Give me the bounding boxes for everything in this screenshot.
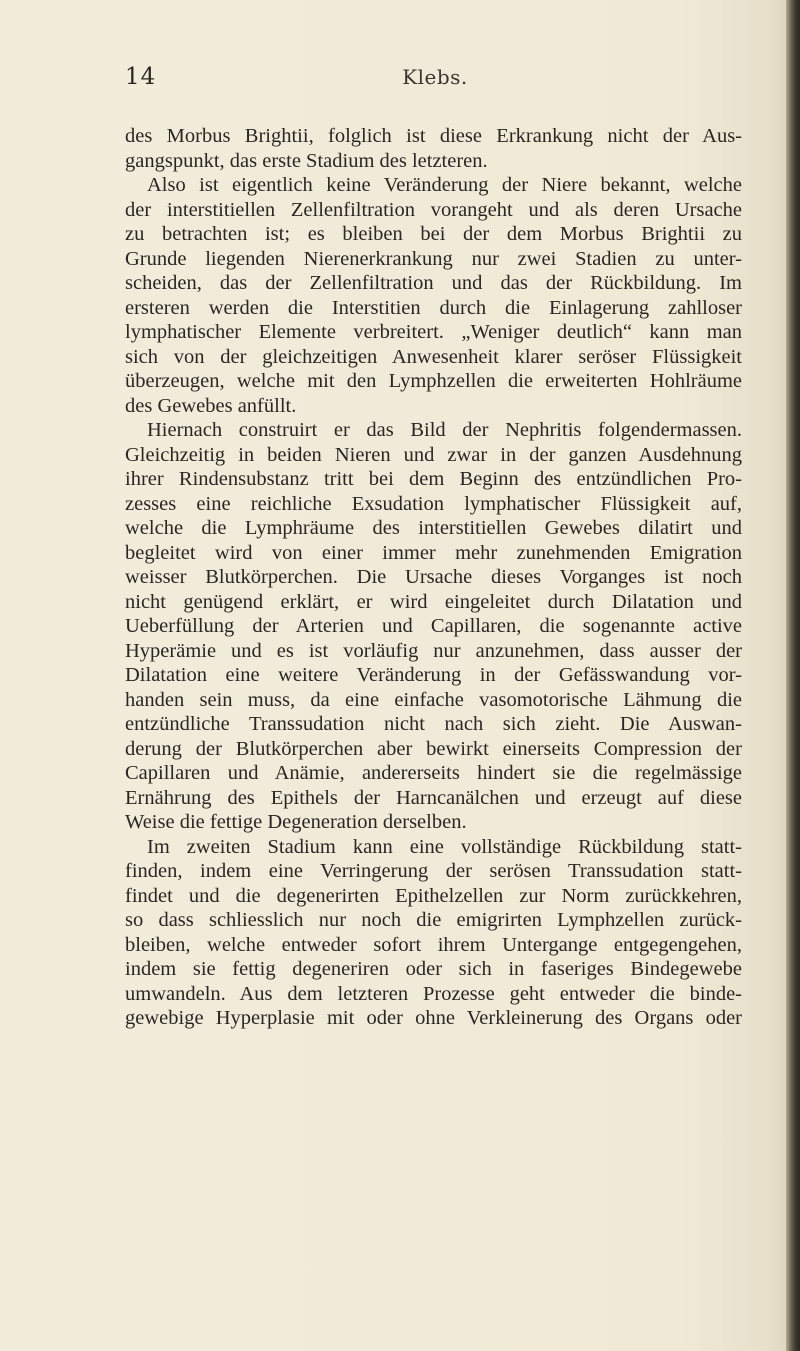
text-line: so dass schliesslich nur noch die emigrirten Lymphzellen zurück- [125, 909, 742, 931]
page-number: 14 [125, 64, 157, 90]
text-line: entzündliche Transsudation nicht nach sich zieht. Die Auswan- [125, 713, 742, 735]
text-line: überzeugen, welche mit den Lymphzellen die erweiterten Hohlräume [125, 370, 742, 392]
text-line: findet und die degenerirten Epithelzellen zur Norm zurückkehren, [125, 884, 742, 907]
text-line: nicht genügend erklärt, er wird eingeleitet durch Dilatation und [125, 590, 742, 613]
text-line: gangspunkt, das erste Stadium des letzteren. [125, 149, 488, 172]
text-line: bleiben, welche entweder sofort ihrem Untergange entgegengehen, [125, 933, 742, 956]
text-line: des Gewebes anfüllt. [125, 394, 297, 417]
page-edge-shadow [786, 0, 800, 1351]
text-line: Dilatation eine weitere Veränderung in der Gefässwandung vor- [125, 664, 742, 686]
text-line: gewebige Hyperplasie mit oder ohne Verkleinerung des Organs oder [125, 1007, 742, 1029]
text-line: Hiernach construirt er das Bild der Nephritis folgendermassen. [147, 419, 742, 441]
text-line: indem sie fettig degeneriren oder sich in faseriges Bindegewebe [125, 958, 742, 980]
text-line: Capillaren und Anämie, andererseits hindert sie die regelmässige [125, 762, 742, 784]
text-line: Hyperämie und es ist vorläufig nur anzunehmen, dass ausser der [125, 639, 742, 662]
text-line: Ueberfüllung der Arterien und Capillaren, die sogenannte active [125, 615, 742, 637]
text-line: sich von der gleichzeitigen Anwesenheit klarer seröser Flüssigkeit [125, 345, 742, 368]
text-line: umwandeln. Aus dem letzteren Prozesse geht entweder die binde- [125, 982, 742, 1005]
text-line: Grunde liegenden Nierenerkrankung nur zwei Stadien zu unter- [125, 247, 742, 270]
text-line: zesses eine reichliche Exsudation lymphatischer Flüssigkeit auf, [125, 492, 742, 515]
text-line: ihrer Rindensubstanz tritt bei dem Beginn des entzündlichen Pro- [125, 468, 742, 490]
text-line: scheiden, das der Zellenfiltration und das der Rückbildung. Im [125, 272, 742, 294]
text-line: lymphatischer Elemente verbreitert. „Weniger deutlich“ kann man [125, 321, 742, 343]
text-line: Ernährung des Epithels der Harncanälchen und erzeugt auf diese [125, 786, 742, 809]
text-line: weisser Blutkörperchen. Die Ursache dieses Vorganges ist noch [125, 566, 742, 588]
text-line: handen sein muss, da eine einfache vasomotorische Lähmung die [125, 688, 742, 711]
body-text [125, 124, 742, 1031]
text-line: zu betrachten ist; es bleiben bei der dem Morbus Brightii zu [125, 223, 742, 245]
running-head: Klebs. [402, 65, 468, 89]
text-line: Weise die fettige Degeneration derselben. [125, 811, 467, 833]
text-line: finden, indem eine Verringerung der serösen Transsudation statt- [125, 860, 742, 882]
text-line: welche die Lymphräume des interstitiellen Gewebes dilatirt und [125, 517, 742, 539]
page-header [125, 64, 745, 94]
text-line: Gleichzeitig in beiden Nieren und zwar in der ganzen Ausdehnung [125, 443, 742, 466]
text-line: der interstitiellen Zellenfiltration vorangeht und als deren Ursache [125, 198, 742, 221]
text-line: begleitet wird von einer immer mehr zunehmenden Emigration [125, 541, 742, 564]
text-line: ersteren werden die Interstitien durch die Einlagerung zahlloser [125, 296, 742, 319]
text-line: Im zweiten Stadium kann eine vollständige Rückbildung statt- [147, 835, 742, 858]
text-line: des Morbus Brightii, folglich ist diese Erkrankung nicht der Aus- [125, 125, 742, 147]
text-line: derung der Blutkörperchen aber bewirkt einerseits Compression der [125, 737, 742, 760]
text-line: Also ist eigentlich keine Veränderung der Niere bekannt, welche [147, 174, 742, 196]
